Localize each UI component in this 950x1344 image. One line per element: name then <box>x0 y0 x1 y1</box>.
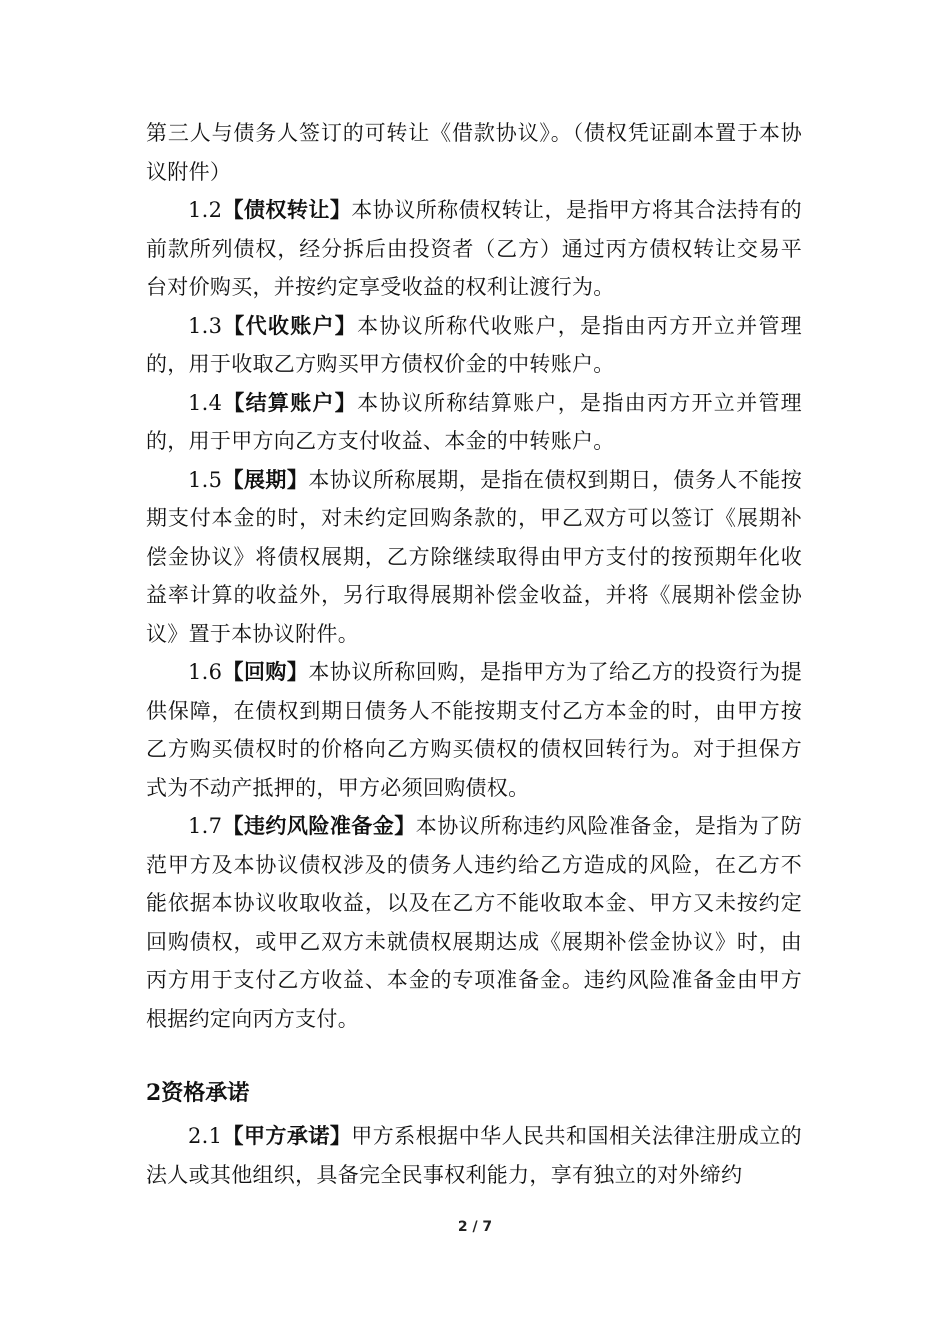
clause-term: 【展期】 <box>222 466 309 492</box>
clause-1-7 <box>146 807 802 1038</box>
clause-number: 1.6 <box>188 660 223 684</box>
clause-term: 【结算账户】 <box>222 389 358 415</box>
clause-1-4 <box>146 384 802 461</box>
clause-text: 本协议所称结算账户，是指由丙方开立并管理的，用于甲方向乙方支付收益、本金的中转账户。 <box>146 390 802 453</box>
clause-number: 1.4 <box>188 390 223 415</box>
clause-text: 本协议所称违约风险准备金，是指为了防范甲方及本协议债权涉及的债务人违约给乙方造成的风险，在乙方不能依据本协议收取收益，以及在乙方不能收取本金、甲方又未按约定回购债权，或甲乙双方未就债权展期达成《展期补偿金协议》时，由丙方用于支付乙方收益、本金的专项准备金。违约风险准备金由甲方根据约定向丙方支付。 <box>146 814 802 1031</box>
clause-number: 1.3 <box>188 313 223 338</box>
clause-text: 甲方系根据中华人民共和国相关法律注册成立的法人或其他组织，具备完全民事权利能力，享有独立的对外缔约 <box>146 1124 802 1187</box>
clause-text: 本协议所称债权转让，是指甲方将其合法持有的前款所列债权，经分拆后由投资者（乙方）通过丙方债权转让交易平台对价购买，并按约定享受收益的权利让渡行为。 <box>146 198 802 299</box>
clause-1-2 <box>146 191 802 307</box>
page-number: 2 / 7 <box>457 1219 493 1235</box>
clause-text: 本协议所称代收账户，是指由丙方开立并管理的，用于收取乙方购买甲方债权价金的中转账户。 <box>146 313 802 376</box>
clause-term: 【甲方承诺】 <box>222 1123 352 1148</box>
clause-term: 【代收账户】 <box>222 312 358 338</box>
clause-2-1 <box>146 1117 802 1194</box>
section-2-body <box>146 1117 802 1194</box>
section-heading: 2资格承诺 <box>146 1080 250 1106</box>
clause-1-5 <box>146 461 802 654</box>
paragraph-continuation <box>146 114 802 191</box>
clause-number: 2.1 <box>188 1124 223 1148</box>
clause-text: 本协议所称回购，是指甲方为了给乙方的投资行为提供保障，在债权到期日债务人不能按期支付乙方本金的时，由甲方按乙方购买债权时的价格向乙方购买债权的债权回转行为。对于担保方式为不动产抵押的，甲方必须回购债权。 <box>146 660 803 800</box>
document-body <box>146 114 802 1038</box>
clause-term: 【回购】 <box>222 659 309 684</box>
clause-1-6 <box>146 653 802 807</box>
clause-1-3 <box>146 307 802 384</box>
paragraph-text: 第三人与债务人签订的可转让《借款协议》。（债权凭证副本置于本协议附件） <box>146 121 802 184</box>
clause-term: 【违约风险准备金】 <box>222 813 416 838</box>
clause-term: 【债权转让】 <box>222 197 352 222</box>
clause-text: 本协议所称展期，是指在债权到期日，债务人不能按期支付本金的时，对未约定回购条款的，甲乙双方可以签订《展期补偿金协议》将债权展期，乙方除继续取得由甲方支付的按预期年化收益率计算的收益外，另行取得展期补偿金收益，并将《展期补偿金协议》置于本协议附件。 <box>146 467 803 646</box>
clause-number: 1.7 <box>188 814 223 838</box>
clause-number: 1.2 <box>188 198 223 222</box>
clause-number: 1.5 <box>188 467 223 492</box>
